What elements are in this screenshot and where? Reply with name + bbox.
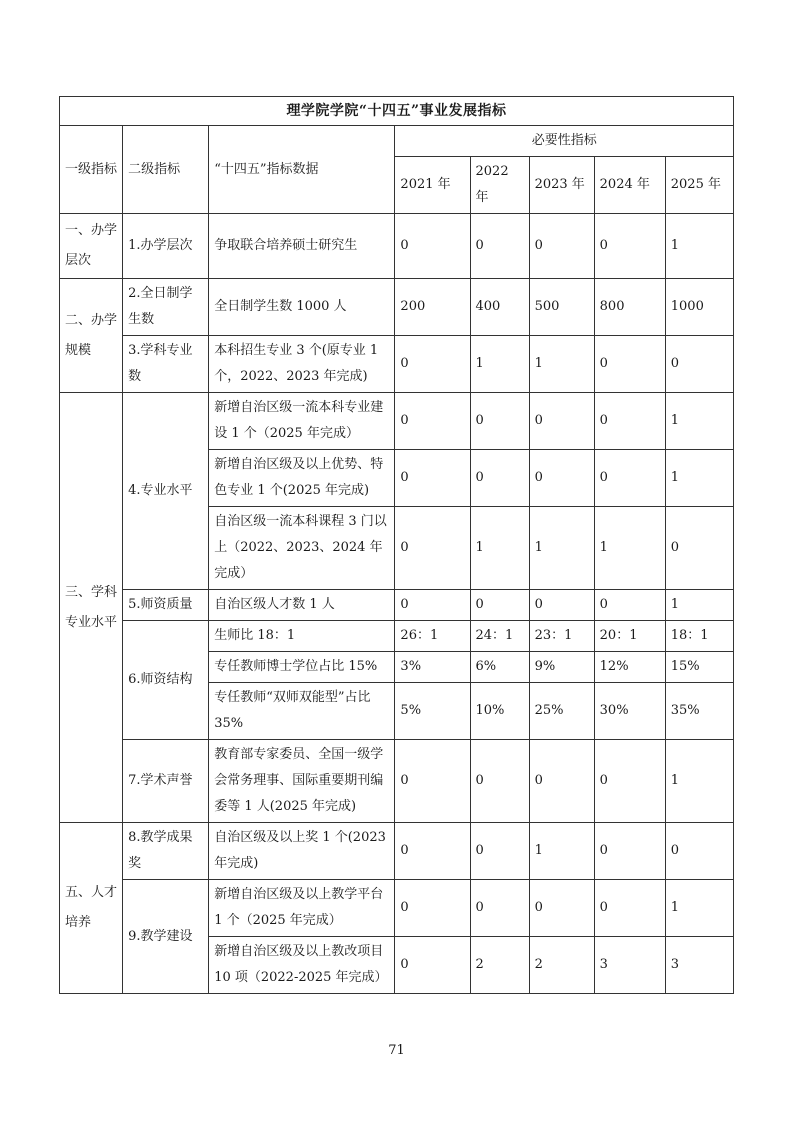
value-cell: 0 [395,740,470,823]
value-cell: 0 [529,740,594,823]
value-cell: 1 [470,507,529,590]
value-cell: 0 [594,823,665,880]
level2-cell: 8.教学成果奖 [123,823,209,880]
value-cell: 0 [594,336,665,393]
value-cell: 0 [665,336,733,393]
value-cell: 1 [665,880,733,937]
value-cell: 26：1 [395,621,470,652]
header-year: 2025 年 [665,157,733,214]
table-row [60,621,734,652]
desc-cell: 全日制学生数 1000 人 [209,279,395,336]
level2-cell: 4.专业水平 [123,393,209,590]
table-row [60,823,734,880]
value-cell: 1 [665,740,733,823]
value-cell: 2 [470,937,529,994]
value-cell: 0 [395,507,470,590]
value-cell: 0 [529,590,594,621]
value-cell: 0 [594,214,665,279]
level1-cell: 五、人才培养 [60,823,123,994]
header-year: 2022 年 [470,157,529,214]
value-cell: 15% [665,652,733,683]
value-cell: 3% [395,652,470,683]
header-level1: 一级指标 [60,126,123,214]
value-cell: 0 [395,880,470,937]
page-number: 71 [388,1043,405,1058]
value-cell: 0 [470,823,529,880]
value-cell: 1 [529,507,594,590]
value-cell: 0 [594,450,665,507]
value-cell: 30% [594,683,665,740]
desc-cell: 本科招生专业 3 个(原专业 1 个，2022、2023 年完成) [209,336,395,393]
value-cell: 1 [665,393,733,450]
value-cell: 0 [594,740,665,823]
value-cell: 0 [470,590,529,621]
header-year: 2021 年 [395,157,470,214]
value-cell: 5% [395,683,470,740]
value-cell: 800 [594,279,665,336]
value-cell: 1 [529,823,594,880]
value-cell: 1 [529,336,594,393]
level1-cell: 三、学科专业水平 [60,393,123,823]
value-cell: 0 [395,823,470,880]
value-cell: 0 [665,507,733,590]
value-cell: 12% [594,652,665,683]
desc-cell: 专任教师“双师双能型”占比 35% [209,683,395,740]
value-cell: 0 [395,214,470,279]
desc-cell: 新增自治区级及以上教改项目 10 项（2022-2025 年完成） [209,937,395,994]
table-row [60,740,734,823]
value-cell: 0 [529,450,594,507]
value-cell: 0 [529,214,594,279]
table-row [60,393,734,450]
level1-cell: 一、办学层次 [60,214,123,279]
table-row [60,880,734,937]
level2-cell: 2.全日制学生数 [123,279,209,336]
indicator-table [59,96,734,994]
value-cell: 0 [529,880,594,937]
table-row [60,336,734,393]
value-cell: 0 [395,393,470,450]
table-row [60,590,734,621]
level2-cell: 5.师资质量 [123,590,209,621]
level2-cell: 1.办学层次 [123,214,209,279]
value-cell: 1 [470,336,529,393]
level2-cell: 9.教学建设 [123,880,209,994]
level2-cell: 7.学术声誉 [123,740,209,823]
value-cell: 9% [529,652,594,683]
value-cell: 1 [665,590,733,621]
table-title: 理学院学院“十四五”事业发展指标 [60,97,734,126]
table-row [60,279,734,336]
value-cell: 23：1 [529,621,594,652]
value-cell: 0 [395,590,470,621]
header-necessity: 必要性指标 [395,126,734,157]
desc-cell: 新增自治区级及以上优势、特色专业 1 个(2025 年完成) [209,450,395,507]
header-year: 2023 年 [529,157,594,214]
header-data: “十四五”指标数据 [209,126,395,214]
value-cell: 200 [395,279,470,336]
value-cell: 0 [594,880,665,937]
value-cell: 18：1 [665,621,733,652]
value-cell: 2 [529,937,594,994]
header-level2: 二级指标 [123,126,209,214]
value-cell: 500 [529,279,594,336]
desc-cell: 生师比 18：1 [209,621,395,652]
value-cell: 0 [594,590,665,621]
header-row [60,126,734,157]
value-cell: 0 [665,823,733,880]
value-cell: 1 [594,507,665,590]
value-cell: 1 [665,214,733,279]
value-cell: 3 [594,937,665,994]
table-row [60,214,734,279]
value-cell: 20：1 [594,621,665,652]
value-cell: 0 [395,450,470,507]
value-cell: 1000 [665,279,733,336]
value-cell: 24：1 [470,621,529,652]
value-cell: 0 [470,740,529,823]
value-cell: 10% [470,683,529,740]
value-cell: 35% [665,683,733,740]
desc-cell: 专任教师博士学位占比 15% [209,652,395,683]
level1-cell: 二、办学规模 [60,279,123,393]
value-cell: 6% [470,652,529,683]
desc-cell: 争取联合培养硕士研究生 [209,214,395,279]
desc-cell: 自治区级一流本科课程 3 门以上（2022、2023、2024 年完成） [209,507,395,590]
value-cell: 0 [395,336,470,393]
value-cell: 3 [665,937,733,994]
desc-cell: 新增自治区级一流本科专业建设 1 个（2025 年完成） [209,393,395,450]
value-cell: 0 [470,880,529,937]
desc-cell: 教育部专家委员、全国一级学会常务理事、国际重要期刊编委等 1 人(2025 年完成) [209,740,395,823]
desc-cell: 自治区级及以上奖 1 个(2023 年完成) [209,823,395,880]
value-cell: 1 [665,450,733,507]
value-cell: 0 [470,214,529,279]
value-cell: 0 [594,393,665,450]
desc-cell: 自治区级人才数 1 人 [209,590,395,621]
level2-cell: 3.学科专业数 [123,336,209,393]
value-cell: 400 [470,279,529,336]
value-cell: 0 [470,450,529,507]
title-row [60,97,734,126]
value-cell: 0 [470,393,529,450]
header-year: 2024 年 [594,157,665,214]
value-cell: 0 [395,937,470,994]
value-cell: 0 [529,393,594,450]
desc-cell: 新增自治区级及以上教学平台 1 个（2025 年完成） [209,880,395,937]
level2-cell: 6.师资结构 [123,621,209,740]
value-cell: 25% [529,683,594,740]
